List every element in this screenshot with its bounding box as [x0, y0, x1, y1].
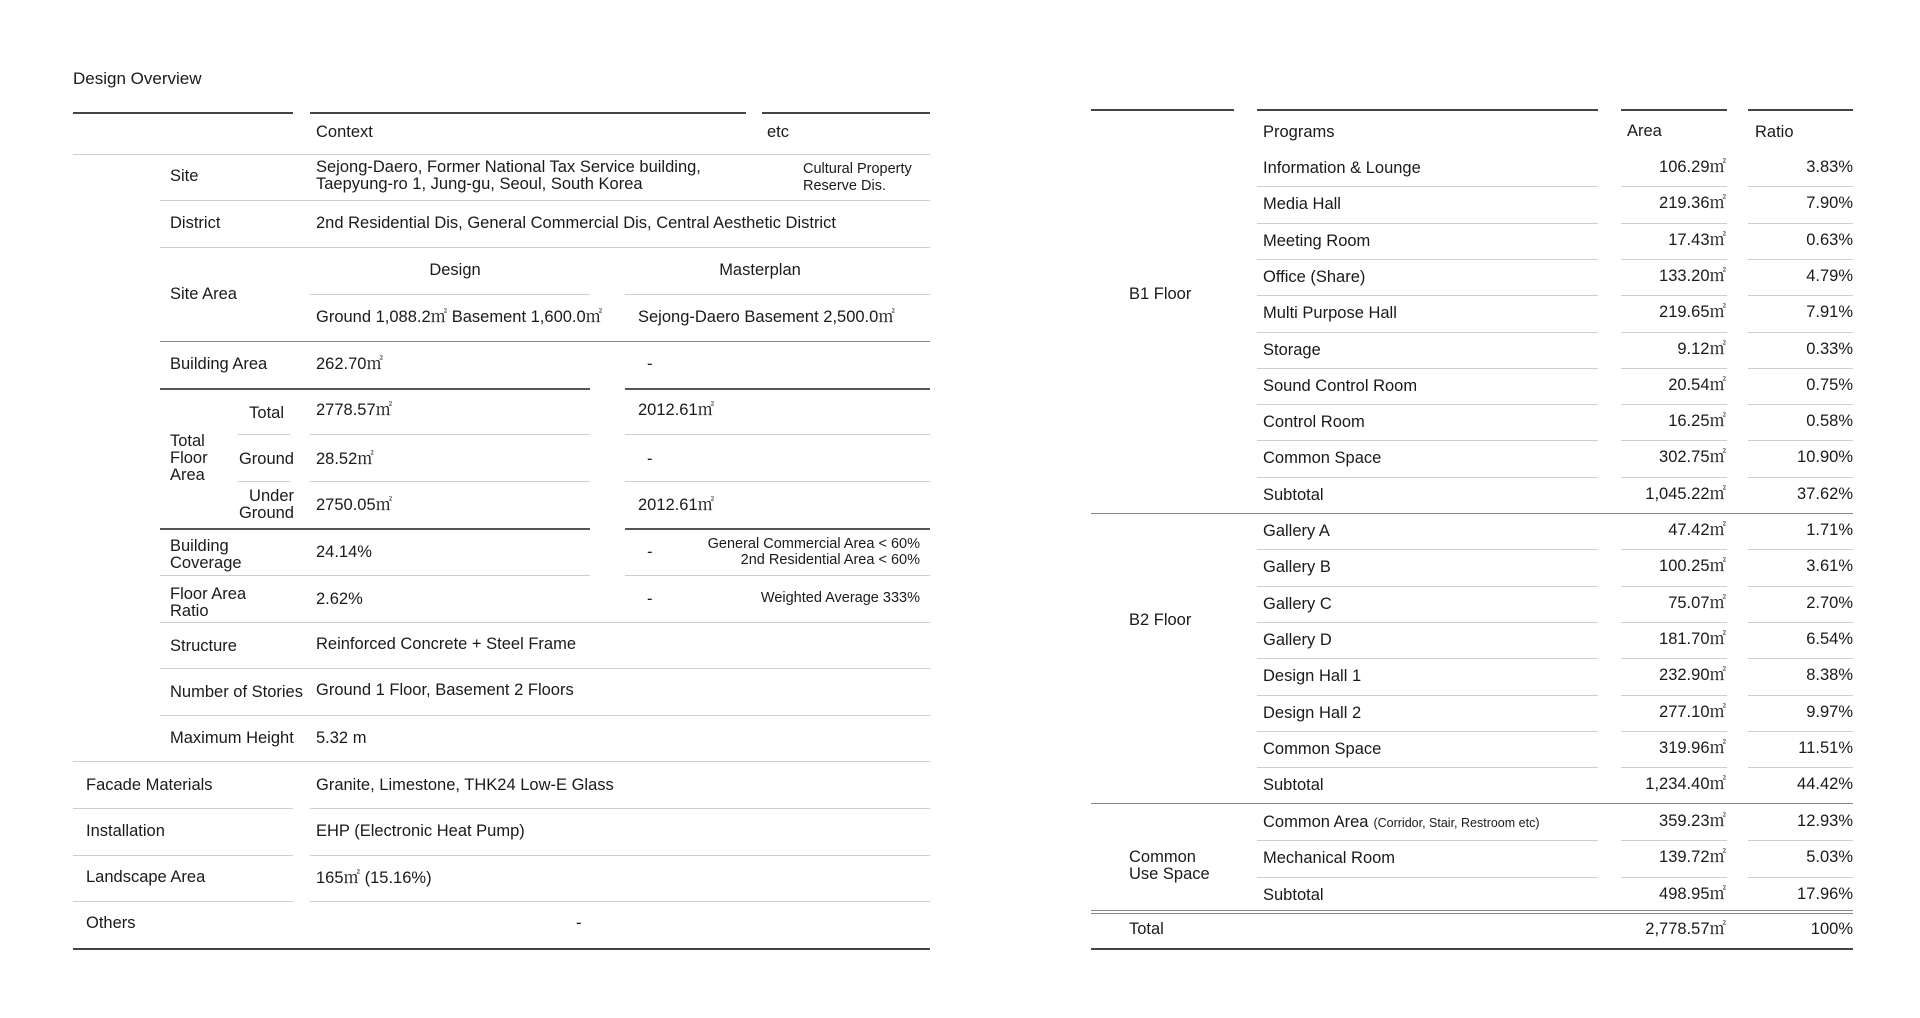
program-ratio: 9.97%	[1806, 702, 1853, 721]
row-divider	[1257, 658, 1598, 659]
program-name: Mechanical Room	[1263, 849, 1396, 868]
coverage-etc: General Commercial Area < 60%	[707, 536, 920, 552]
landscape-label: Landscape Area	[86, 868, 206, 886]
tfa-under-label: Under	[249, 487, 294, 505]
header-rule	[310, 112, 746, 114]
program-area: 232.90㎡	[1659, 666, 1726, 685]
facade-label: Facade Materials	[86, 776, 213, 794]
row-divider	[1621, 622, 1727, 623]
row-divider	[1257, 622, 1598, 623]
row-divider	[1621, 477, 1727, 478]
row-divider	[1621, 223, 1727, 224]
etc-header: etc	[767, 123, 790, 141]
row-divider	[238, 434, 290, 435]
program-ratio: 6.54%	[1806, 629, 1853, 648]
program-name: Gallery C	[1263, 594, 1332, 613]
row-divider	[160, 575, 590, 576]
program-area: 302.75㎡	[1659, 448, 1726, 467]
row-divider	[310, 855, 930, 856]
tfa-label: Total	[170, 432, 205, 450]
coverage-etc: 2nd Residential Area < 60%	[740, 552, 920, 568]
row-divider	[1257, 840, 1598, 841]
program-area: 1,234.40㎡	[1645, 775, 1726, 794]
row-divider	[1257, 695, 1598, 696]
row-divider	[1748, 549, 1853, 550]
tfa-ground-masterplan: -	[647, 450, 653, 468]
row-divider	[73, 855, 293, 856]
far-design: 2.62%	[316, 590, 363, 608]
row-divider	[1621, 549, 1727, 550]
program-ratio: 0.63%	[1806, 230, 1853, 249]
program-name: Media Hall	[1263, 195, 1341, 214]
program-area: 16.25㎡	[1668, 412, 1726, 431]
row-divider	[1748, 368, 1853, 369]
program-area: 359.23㎡	[1659, 812, 1726, 830]
row-divider	[73, 808, 293, 809]
program-name: Information & Lounge	[1263, 159, 1421, 177]
group-divider	[1091, 803, 1853, 804]
program-name: Gallery B	[1263, 558, 1331, 577]
program-name: Storage	[1263, 340, 1321, 359]
row-divider	[1621, 877, 1727, 878]
header-rule	[1091, 109, 1234, 111]
program-area: 100.25㎡	[1659, 557, 1726, 576]
row-divider	[310, 294, 590, 295]
program-area: 17.43㎡	[1668, 230, 1726, 249]
program-name: Design Hall 1	[1263, 667, 1362, 686]
row-divider	[1748, 658, 1853, 659]
program-area: 1,045.22㎡	[1645, 484, 1726, 503]
program-ratio: 37.62%	[1797, 484, 1853, 503]
site-value: Taepyung-ro 1, Jung-gu, Seoul, South Korea	[316, 175, 643, 193]
program-area: 319.96㎡	[1659, 738, 1726, 757]
installation-label: Installation	[86, 822, 165, 840]
row-divider	[1748, 404, 1853, 405]
facade-value: Granite, Limestone, THK24 Low-E Glass	[316, 776, 614, 794]
row-divider	[1257, 731, 1598, 732]
row-divider	[160, 715, 930, 716]
program-name: Subtotal	[1263, 776, 1324, 795]
program-ratio: 2.70%	[1806, 593, 1853, 612]
row-divider	[1621, 731, 1727, 732]
program-area: 139.72㎡	[1659, 848, 1726, 867]
tfa-under-design: 2750.05㎡	[316, 496, 393, 514]
site-label: Site	[170, 167, 199, 185]
site-etc: Cultural Property	[803, 161, 912, 177]
program-area: 219.36㎡	[1659, 194, 1726, 213]
row-divider	[1748, 259, 1853, 260]
stories-value: Ground 1 Floor, Basement 2 Floors	[316, 681, 574, 699]
footer-rule	[1091, 948, 1853, 950]
tfa-ground-label: Ground	[238, 450, 294, 468]
site-value: Sejong-Daero, Former National Tax Service building,	[316, 158, 701, 176]
program-ratio: 7.91%	[1806, 303, 1853, 322]
coverage-design: 24.14%	[316, 543, 372, 561]
far-label: Ratio	[170, 602, 209, 620]
building-area-label: Building Area	[170, 355, 268, 373]
height-label: Maximum Height	[170, 729, 294, 747]
row-divider	[1621, 586, 1727, 587]
row-divider	[1257, 767, 1598, 768]
row-divider	[1748, 332, 1853, 333]
row-divider	[238, 481, 290, 482]
row-divider	[1257, 404, 1598, 405]
tfa-label: Area	[170, 466, 205, 484]
masterplan-header: Masterplan	[719, 261, 801, 279]
site-area-masterplan: Sejong-Daero Basement 2,500.0㎡	[638, 308, 895, 326]
program-name: Multi Purpose Hall	[1263, 304, 1397, 323]
row-divider	[1257, 440, 1598, 441]
row-divider	[625, 434, 930, 435]
row-divider	[625, 481, 930, 482]
total-ratio: 100%	[1810, 920, 1853, 938]
program-ratio: 1.71%	[1806, 521, 1853, 539]
structure-label: Structure	[170, 637, 237, 655]
row-divider	[310, 434, 590, 435]
program-name: Meeting Room	[1263, 231, 1371, 250]
row-divider	[73, 761, 930, 762]
program-name: Common Space	[1263, 449, 1382, 468]
stories-label: Number of Stories	[170, 683, 303, 701]
area-header: Area	[1627, 122, 1662, 140]
program-area: 181.70㎡	[1659, 629, 1726, 648]
design-header: Design	[429, 261, 481, 279]
row-divider	[1621, 295, 1727, 296]
program-note: (Corridor, Stair, Restroom etc)	[1373, 816, 1540, 830]
group-divider	[1091, 513, 1853, 514]
site-area-label: Site Area	[170, 285, 237, 303]
program-ratio: 12.93%	[1797, 812, 1853, 830]
row-divider	[1748, 295, 1853, 296]
header-rule	[1257, 109, 1598, 111]
others-value: -	[576, 914, 582, 932]
row-divider	[1091, 910, 1853, 911]
row-divider	[73, 154, 930, 155]
row-divider	[1748, 695, 1853, 696]
program-name: Common Area (Corridor, Stair, Restroom etc)	[1263, 813, 1540, 831]
program-ratio: 5.03%	[1806, 848, 1853, 867]
common-use-label: Use Space	[1129, 865, 1210, 883]
tfa-under-label: Ground	[238, 504, 294, 522]
site-etc: Reserve Dis.	[803, 178, 886, 194]
height-value: 5.32 m	[316, 729, 367, 747]
row-divider	[1621, 259, 1727, 260]
header-rule	[73, 112, 293, 114]
total-label: Total	[1129, 920, 1164, 938]
row-divider	[1257, 477, 1598, 478]
far-masterplan: -	[647, 590, 653, 608]
row-divider	[1748, 586, 1853, 587]
building-area-design: 262.70㎡	[316, 355, 383, 373]
ratio-header: Ratio	[1755, 123, 1794, 141]
row-divider	[1257, 332, 1598, 333]
row-divider	[1748, 223, 1853, 224]
row-divider	[160, 388, 590, 390]
program-name: Office (Share)	[1263, 267, 1366, 286]
row-divider	[160, 668, 930, 669]
row-divider	[1748, 622, 1853, 623]
row-divider	[1748, 186, 1853, 187]
row-divider	[310, 901, 930, 902]
program-area: 498.95㎡	[1659, 884, 1726, 903]
program-ratio: 44.42%	[1797, 775, 1853, 794]
page-title: Design Overview	[73, 69, 202, 88]
program-ratio: 11.51%	[1798, 738, 1853, 757]
header-rule	[1621, 109, 1727, 111]
row-divider	[310, 481, 590, 482]
coverage-label: Building	[170, 537, 229, 555]
program-name: Design Hall 2	[1263, 703, 1362, 722]
row-divider	[625, 388, 930, 390]
row-divider	[1621, 186, 1727, 187]
program-ratio: 7.90%	[1806, 194, 1853, 213]
row-divider	[1257, 586, 1598, 587]
row-divider	[1621, 368, 1727, 369]
footer-rule	[73, 948, 930, 950]
structure-value: Reinforced Concrete + Steel Frame	[316, 635, 576, 653]
district-label: District	[170, 214, 221, 232]
program-area: 133.20㎡	[1659, 266, 1726, 285]
program-ratio: 0.58%	[1806, 412, 1853, 431]
row-divider	[1621, 440, 1727, 441]
others-label: Others	[86, 914, 136, 932]
coverage-label: Coverage	[170, 554, 242, 572]
program-name: Subtotal	[1263, 885, 1324, 904]
row-divider	[1257, 186, 1598, 187]
b1-floor-label: B1 Floor	[1129, 285, 1192, 303]
total-area: 2,778.57㎡	[1645, 920, 1726, 938]
program-name: Gallery A	[1263, 522, 1330, 540]
row-divider	[1621, 332, 1727, 333]
row-divider	[1257, 549, 1598, 550]
program-area: 219.65㎡	[1659, 303, 1726, 322]
row-divider	[160, 200, 930, 201]
program-ratio: 3.83%	[1806, 158, 1853, 176]
row-divider	[1621, 840, 1727, 841]
tfa-ground-design: 28.52㎡	[316, 450, 374, 468]
far-etc: Weighted Average 333%	[760, 590, 920, 606]
header-rule	[762, 112, 930, 114]
program-name: Common Space	[1263, 739, 1382, 758]
program-name: Control Room	[1263, 413, 1365, 432]
row-divider	[1257, 877, 1598, 878]
program-ratio: 0.75%	[1806, 375, 1853, 394]
common-use-label: Common	[1129, 848, 1196, 866]
row-divider	[1748, 767, 1853, 768]
row-divider	[1748, 440, 1853, 441]
row-divider	[625, 528, 930, 530]
row-divider	[1748, 877, 1853, 878]
program-area: 20.54㎡	[1668, 375, 1726, 394]
group-divider	[1091, 913, 1853, 914]
far-label: Floor Area	[170, 585, 247, 603]
b2-floor-label: B2 Floor	[1129, 611, 1192, 629]
row-divider	[1621, 658, 1727, 659]
row-divider	[1621, 404, 1727, 405]
program-name: Subtotal	[1263, 485, 1324, 504]
coverage-masterplan: -	[647, 543, 653, 561]
tfa-label: Floor	[170, 449, 208, 467]
tfa-total-label: Total	[249, 404, 284, 422]
program-area: 106.29㎡	[1659, 158, 1726, 176]
row-divider	[160, 247, 930, 248]
program-ratio: 17.96%	[1797, 884, 1853, 903]
row-divider	[1257, 259, 1598, 260]
row-divider	[310, 808, 930, 809]
row-divider	[625, 294, 930, 295]
program-name: Gallery D	[1263, 630, 1332, 649]
program-ratio: 0.33%	[1806, 339, 1853, 358]
site-area-design: Ground 1,088.2㎡ Basement 1,600.0㎡	[316, 308, 603, 326]
program-area: 277.10㎡	[1659, 702, 1726, 721]
program-area: 9.12㎡	[1677, 339, 1726, 358]
tfa-under-masterplan: 2012.61㎡	[638, 496, 715, 514]
program-area: 75.07㎡	[1668, 593, 1726, 612]
programs-header: Programs	[1263, 123, 1335, 141]
row-divider	[1621, 695, 1727, 696]
context-header: Context	[316, 123, 373, 141]
header-rule	[1748, 109, 1853, 111]
row-divider	[160, 528, 590, 530]
row-divider	[1257, 223, 1598, 224]
row-divider	[1748, 840, 1853, 841]
program-ratio: 10.90%	[1797, 448, 1853, 467]
row-divider	[73, 901, 293, 902]
row-divider	[1257, 368, 1598, 369]
building-area-masterplan: -	[647, 355, 653, 373]
program-ratio: 4.79%	[1806, 266, 1853, 285]
installation-value: EHP (Electronic Heat Pump)	[316, 822, 525, 840]
district-value: 2nd Residential Dis, General Commercial Dis, Central Aesthetic District	[316, 214, 836, 232]
row-divider	[1748, 477, 1853, 478]
row-divider	[160, 622, 930, 623]
tfa-total-masterplan: 2012.61㎡	[638, 401, 715, 419]
row-divider	[625, 575, 930, 576]
landscape-value: 165㎡ (15.16%)	[316, 869, 432, 887]
program-ratio: 3.61%	[1806, 557, 1853, 576]
row-divider	[1621, 767, 1727, 768]
program-name: Sound Control Room	[1263, 376, 1418, 395]
row-divider	[1748, 731, 1853, 732]
program-ratio: 8.38%	[1806, 666, 1853, 685]
row-divider	[160, 341, 930, 342]
program-area: 47.42㎡	[1668, 521, 1726, 539]
tfa-total-design: 2778.57㎡	[316, 401, 393, 419]
row-divider	[1257, 295, 1598, 296]
